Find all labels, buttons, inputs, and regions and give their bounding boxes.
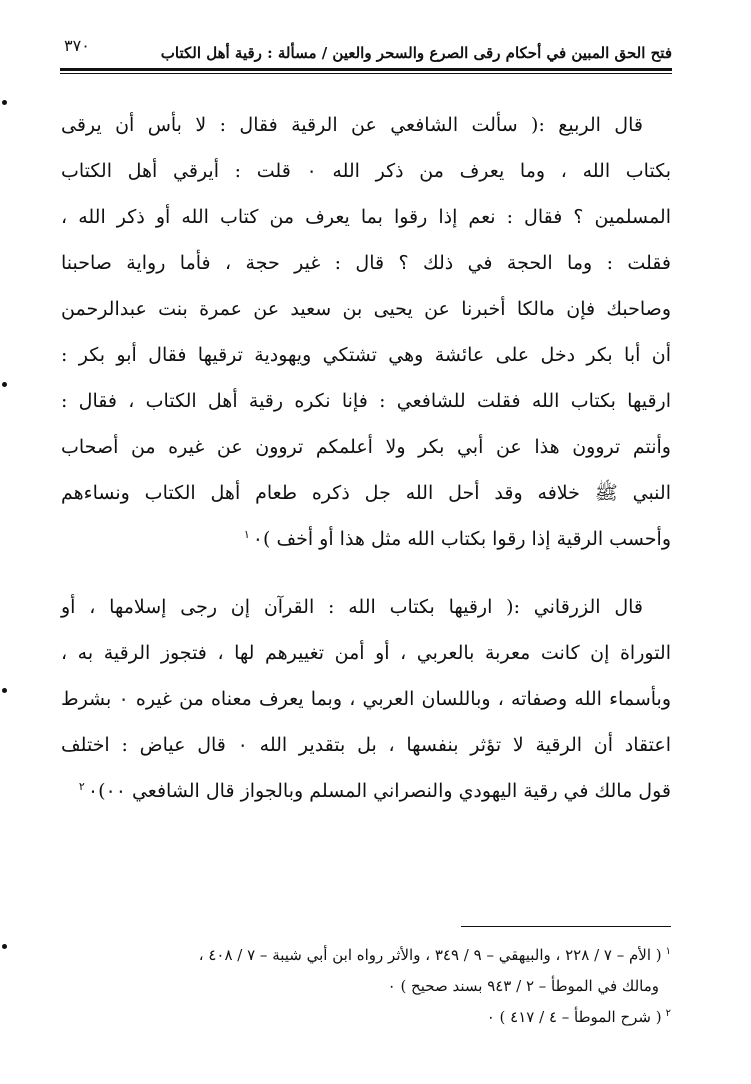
- text-line: اعتقاد أن الرقية لا تؤثر بنفسها ، بل بتقدير الله ٠ قال عياض : اختلف: [61, 734, 672, 756]
- page-number: ٣٧٠: [64, 36, 90, 55]
- text-line: المسلمين ؟ فقال : نعم إذا رقوا بما يعرف من كتاب الله أو ذكر الله ،: [61, 206, 671, 228]
- text-line: ارقيها بكتاب الله فقلت للشافعي : فإنا نكره رقية أهل الكتاب ، فقال :: [61, 390, 671, 412]
- end-mark: ٠: [87, 780, 99, 802]
- text-line: وبأسماء الله وصفاته ، وباللسان العربي ، وبما يعرف معناه من غيره ٠ بشرط: [61, 688, 671, 710]
- text-line: قال الربيع :( سألت الشافعي عن الرقية فقال : لا بأس أن يرقى: [61, 114, 643, 136]
- text-line: قال الزرقاني :( ارقيها بكتاب الله : القرآن إن رجى إسلامها ، أو: [61, 596, 643, 618]
- scan-margin-dot: [2, 382, 7, 387]
- footnote-mark: ٢: [665, 1008, 671, 1019]
- text-line: [61, 516, 671, 562]
- text-line: [61, 768, 671, 814]
- text-line: وصاحبك فإن مالكا أخبرنا عن يحيى بن سعيد عن عمرة بنت عبدالرحمن: [61, 298, 671, 320]
- footnote-text: ( الأم – ٧ / ٢٢٨ ، والبيهقي – ٩ / ٣٤٩ ، والأثر رواه ابن أبي شيبة – ٧ / ٤٠٨ ،: [198, 946, 662, 964]
- header-rule: [60, 68, 672, 74]
- end-mark: ٠: [252, 528, 263, 550]
- paragraph-rabi: [61, 102, 671, 562]
- footnote-separator: [461, 926, 671, 927]
- footnote-ref-2[interactable]: ٢: [78, 779, 85, 793]
- footnote-mark: ١: [665, 946, 671, 957]
- text-line: التوراة إن كانت معربة بالعربي ، أو أمن تغييرهم لها ، فتجوز الرقية به ،: [61, 642, 671, 664]
- text-line: أن أبا بكر دخل على عائشة وهي تشتكي ويهودية ترقيها فقال أبو بكر :: [61, 344, 671, 366]
- text-line-content: قول مالك في رقية اليهودي والنصراني المسلم وبالجواز قال الشافعي ٠٠): [98, 780, 671, 802]
- scan-margin-dot: [2, 688, 7, 693]
- footnote-1-continued: ومالك في الموطأ – ٢ / ٩٤٣ بسند صحيح ) ٠: [387, 977, 659, 995]
- footnote-2: [61, 1002, 671, 1033]
- scan-margin-dot: [2, 100, 7, 105]
- footnote-text: ( شرح الموطأ – ٤ / ٤١٧ ) ٠: [486, 1008, 662, 1026]
- running-title: فتح الحق المبين في أحكام رقى الصرع والسحر والعين / مسألة : رقية أهل الكتاب: [160, 44, 672, 62]
- footnotes: [61, 940, 671, 1033]
- paragraph-zurqani: [61, 584, 671, 814]
- text-line: وأنتم تروون هذا عن أبي بكر ولا أعلمكم تروون عن غيره من أصحاب: [61, 436, 671, 458]
- text-line: النبي ﷺ خلافه وقد أحل الله جل ذكره طعام أهل الكتاب ونساءهم: [61, 482, 671, 504]
- scan-margin-dot: [2, 944, 7, 949]
- text-line-content: وأحسب الرقية إذا رقوا بكتاب الله مثل هذا أو أخف ): [263, 528, 671, 550]
- footnote-ref-1[interactable]: ١: [243, 527, 250, 541]
- text-line: فقلت : وما الحجة في ذلك ؟ قال : غير حجة ، فأما رواية صاحبنا: [61, 252, 671, 274]
- page-header: [60, 30, 672, 72]
- text-line: بكتاب الله ، وما يعرف من ذكر الله ٠ قلت : أيرقي أهل الكتاب: [61, 160, 671, 182]
- footnote-1: [61, 940, 671, 971]
